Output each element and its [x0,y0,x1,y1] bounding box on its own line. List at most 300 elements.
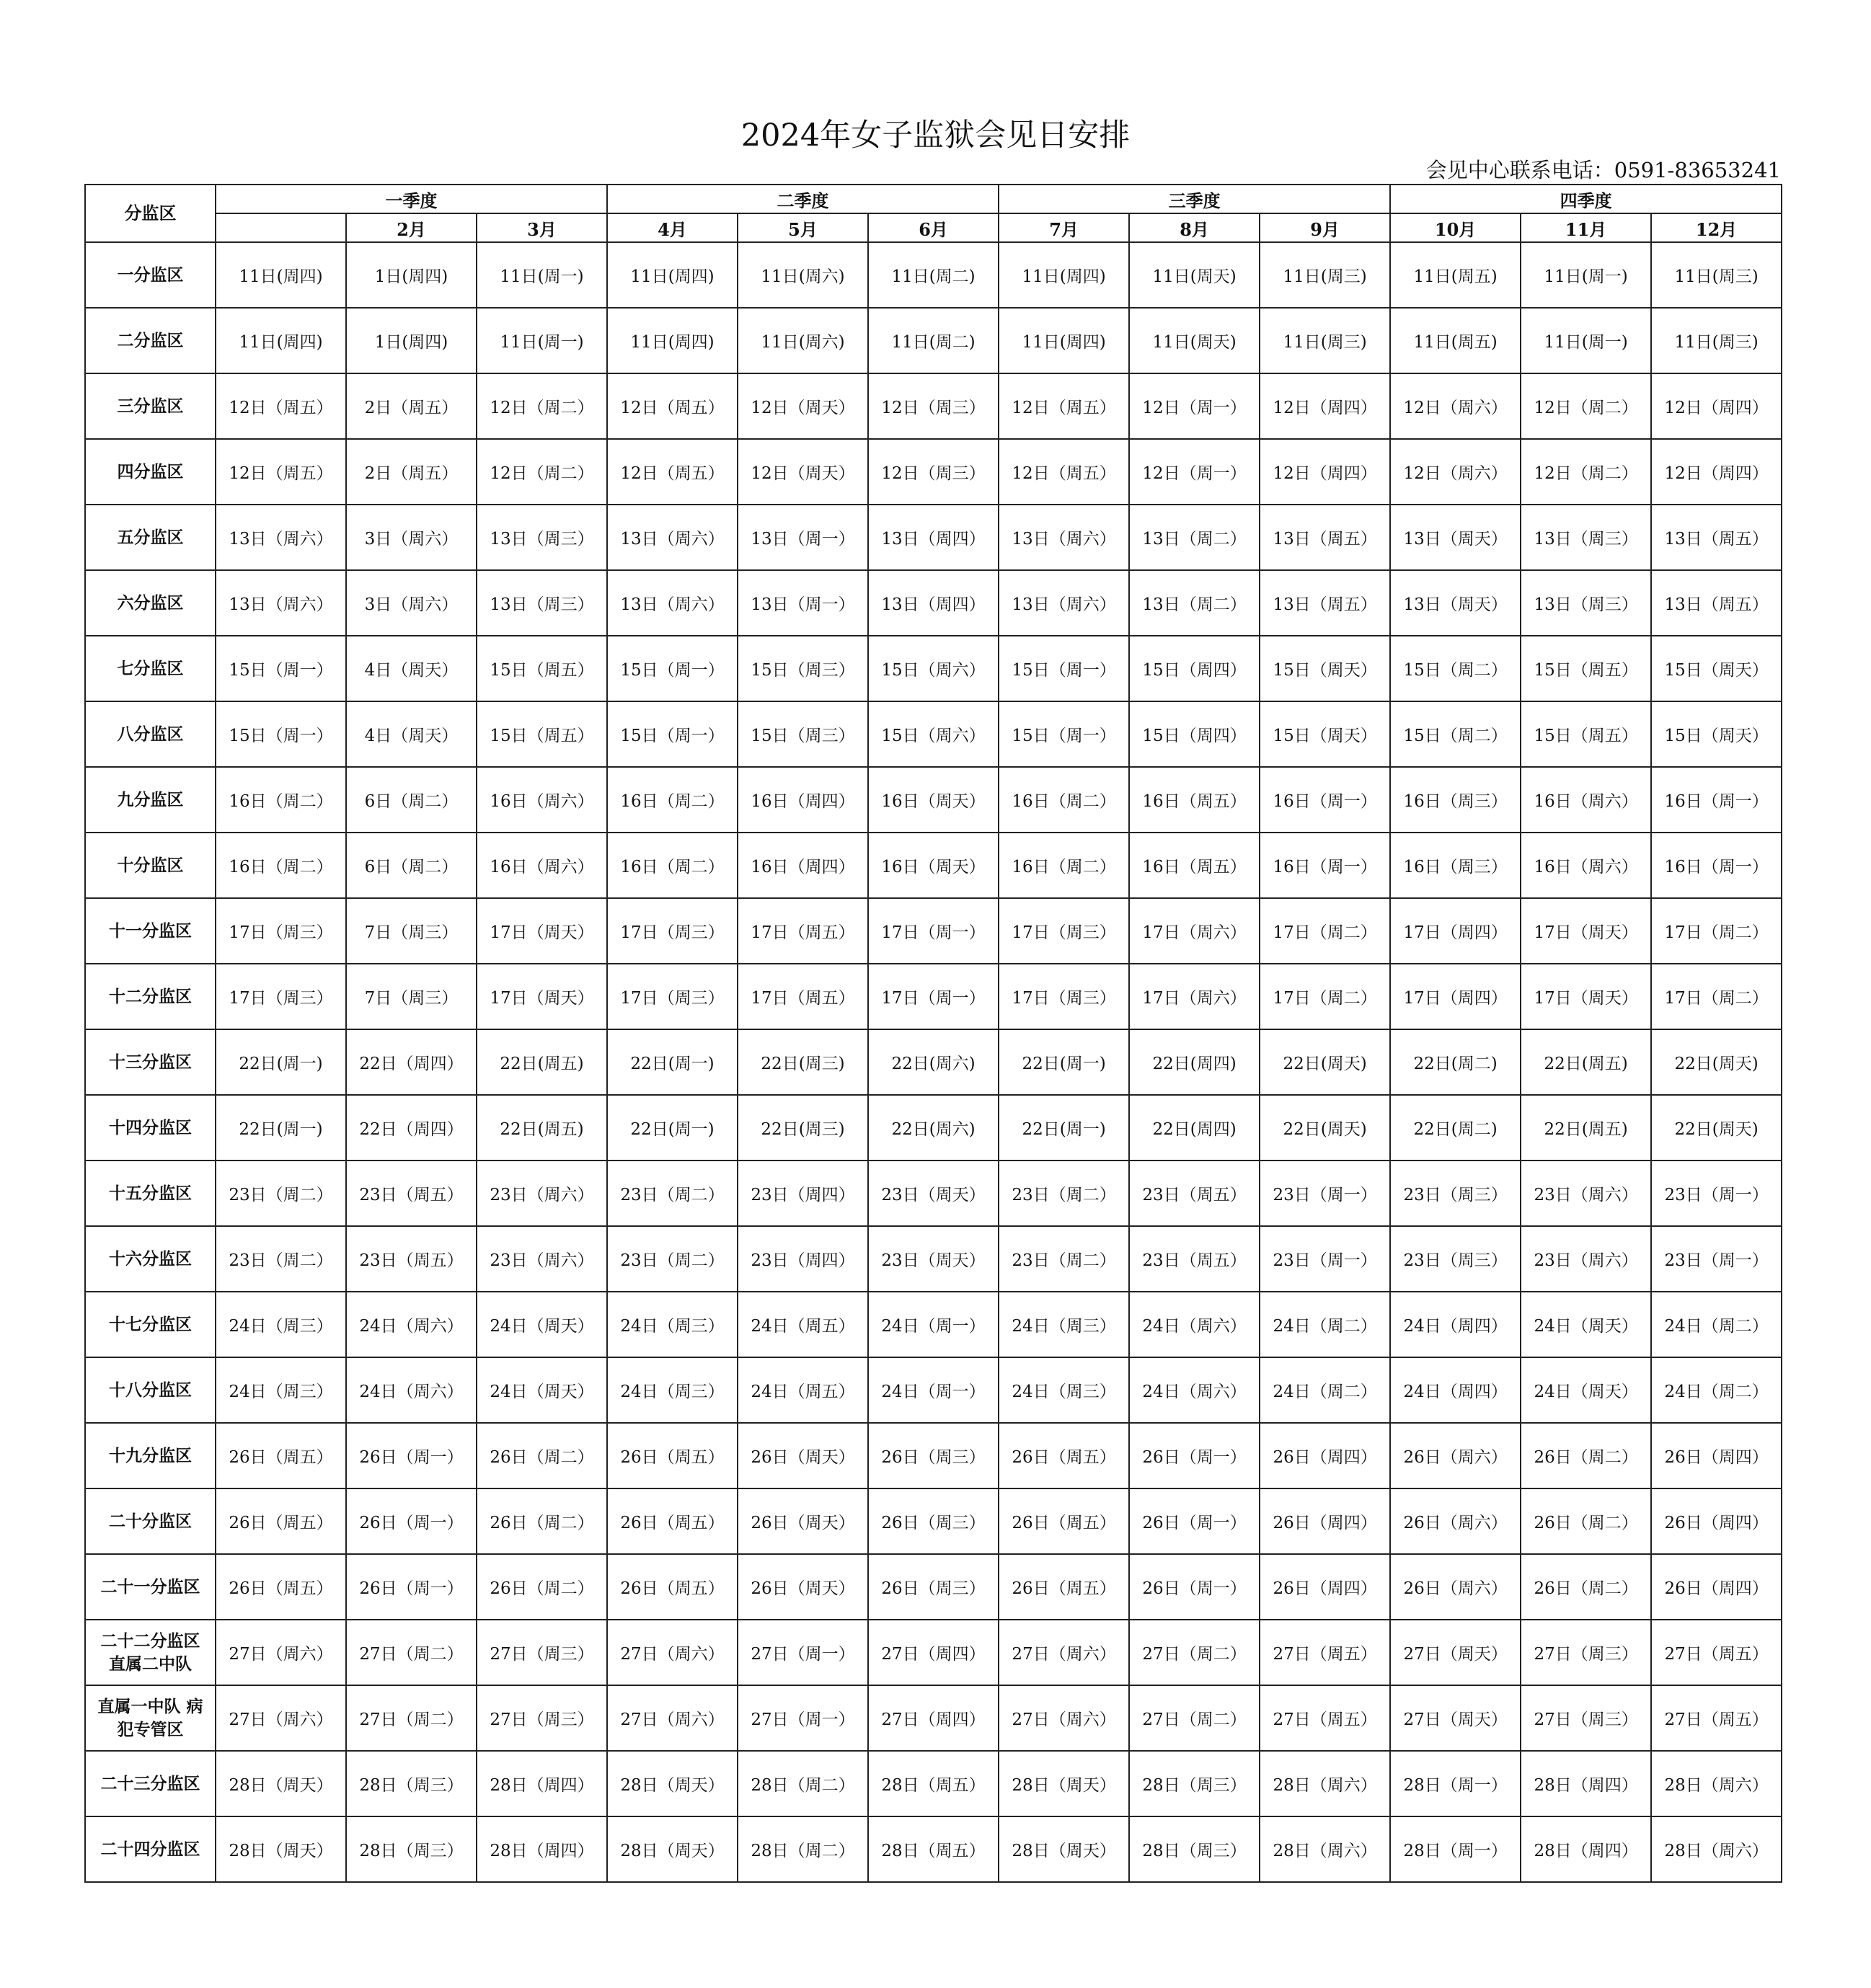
visit-day-cell: 16日（周一） [1651,767,1782,833]
visit-day-cell: 27日（周一） [738,1620,868,1685]
table-row [85,701,1782,767]
visit-day-cell: 15日（周三） [738,701,868,767]
visit-day-cell: 26日（周四） [1260,1423,1390,1488]
month-header: 5月 [738,213,868,242]
visit-day-cell: 23日（周五） [1129,1161,1260,1226]
table-row [85,964,1782,1029]
visit-day-cell: 23日（周六） [1521,1161,1651,1226]
visit-day-cell: 15日（周三） [738,636,868,701]
visit-day-cell: 12日（周三） [868,373,999,439]
visit-day-cell: 28日（周三） [1129,1751,1260,1816]
visit-day-cell: 11日(周一) [1521,308,1651,373]
visit-day-cell: 22日(周一) [216,1095,346,1161]
visit-day-cell: 15日（周一） [216,636,346,701]
visit-day-cell: 28日（周六） [1651,1816,1782,1882]
district-name [85,242,216,308]
visit-day-cell: 26日（周五） [607,1488,738,1554]
month-header: 9月 [1260,213,1390,242]
visit-day-cell: 24日（周二） [1260,1357,1390,1423]
visit-day-cell: 17日（周五） [738,964,868,1029]
visit-day-cell: 16日（周四） [738,767,868,833]
visit-day-cell: 13日（周二） [1129,570,1260,636]
visit-day-cell: 27日（周六） [999,1685,1129,1751]
district-name-line: 八分监区 [117,724,184,744]
visit-day-cell: 11日(周五) [1390,308,1521,373]
visit-day-cell: 22日(周一) [607,1095,738,1161]
district-name-line: 二十三分监区 [100,1774,200,1793]
month-header: 12月 [1651,213,1782,242]
visit-day-cell: 26日（周二） [1521,1488,1651,1554]
visit-day-cell: 22日(周天) [1260,1095,1390,1161]
visit-day-cell: 13日（周三） [477,570,607,636]
month-header: 10月 [1390,213,1521,242]
district-name-line: 十八分监区 [109,1380,192,1400]
visit-day-cell: 27日（周五） [1260,1685,1390,1751]
visit-day-cell: 17日（周二） [1651,964,1782,1029]
visit-day-cell: 11日(周天) [1129,308,1260,373]
contact-label: 会见中心联系电话： [1425,158,1614,182]
visit-day-cell: 17日（周三） [607,964,738,1029]
visit-day-cell: 11日(周一) [477,308,607,373]
visit-day-cell: 17日（周三） [607,898,738,964]
visit-day-cell: 7日（周三） [346,964,477,1029]
visit-day-cell: 27日（周天） [1390,1685,1521,1751]
visit-day-cell: 22日(周四) [1129,1095,1260,1161]
visit-day-cell: 11日(周四) [216,308,346,373]
district-name [85,1620,216,1685]
visit-day-cell: 28日（周一） [1390,1816,1521,1882]
visit-day-cell: 26日（周四） [1651,1554,1782,1620]
district-name [85,1292,216,1357]
visit-day-cell: 15日（周一） [607,636,738,701]
district-name-line: 二十一分监区 [100,1577,200,1597]
visit-day-cell: 22日(周五) [477,1095,607,1161]
visit-day-cell: 15日（周六） [868,701,999,767]
visit-day-cell: 22日(周一) [999,1095,1129,1161]
visit-day-cell: 26日（周二） [477,1488,607,1554]
visit-day-cell: 24日（周三） [607,1292,738,1357]
visit-day-cell: 17日（周天） [1521,898,1651,964]
visit-day-cell: 15日（周四） [1129,636,1260,701]
visit-day-cell: 23日（周四） [738,1161,868,1226]
visit-day-cell: 26日（周五） [607,1423,738,1488]
visit-day-cell: 16日（周二） [999,833,1129,898]
visit-day-cell: 15日（周一） [216,701,346,767]
visit-day-cell: 24日（周天） [1521,1292,1651,1357]
visit-day-cell: 27日（周六） [216,1685,346,1751]
district-name [85,1751,216,1816]
visit-day-cell: 16日（周二） [607,833,738,898]
visit-day-cell: 11日(周四) [999,308,1129,373]
table-row [85,1685,1782,1751]
visit-day-cell: 17日（周三） [999,898,1129,964]
visit-day-cell: 17日（周天） [477,964,607,1029]
district-name-line: 五分监区 [117,528,184,547]
visit-day-cell: 28日（周五） [868,1751,999,1816]
visit-day-cell: 23日（周四） [738,1226,868,1292]
table-row [85,439,1782,505]
visit-day-cell: 12日（周五） [216,373,346,439]
visit-day-cell: 22日(周天) [1260,1029,1390,1095]
visit-day-cell: 26日（周二） [1521,1423,1651,1488]
visit-day-cell: 27日（周三） [1521,1685,1651,1751]
visit-day-cell: 26日（周二） [1521,1554,1651,1620]
visit-day-cell: 12日（周二） [477,373,607,439]
visit-day-cell: 24日（周六） [346,1357,477,1423]
visit-day-cell: 22日(周五) [1521,1095,1651,1161]
visit-day-cell: 12日（周天） [738,439,868,505]
contact-phone [1426,156,1781,185]
visit-day-cell: 12日（周五） [607,439,738,505]
visit-day-cell: 13日（周六） [999,505,1129,570]
table-row [85,898,1782,964]
visit-day-cell: 11日(周三) [1260,242,1390,308]
visit-day-cell: 16日（周二） [607,767,738,833]
visit-day-cell: 24日（周二） [1651,1357,1782,1423]
visit-day-cell: 22日(周一) [999,1029,1129,1095]
visit-day-cell: 26日（周一） [1129,1488,1260,1554]
visit-day-cell: 23日（周一） [1260,1161,1390,1226]
visit-day-cell: 24日（周六） [1129,1357,1260,1423]
visit-day-cell: 26日（周三） [868,1488,999,1554]
district-name-line: 十九分监区 [109,1446,192,1465]
district-name [85,373,216,439]
visit-day-cell: 16日（周五） [1129,767,1260,833]
visit-day-cell: 24日（周二） [1260,1292,1390,1357]
district-name-line: 二十四分监区 [100,1840,200,1859]
visit-day-cell: 26日（周四） [1260,1488,1390,1554]
visit-day-cell: 16日（周二） [216,833,346,898]
month-header: 7月 [999,213,1129,242]
visit-day-cell: 16日（周三） [1390,767,1521,833]
table-row [85,1161,1782,1226]
visit-day-cell: 15日（周二） [1390,636,1521,701]
visit-day-cell: 28日（周四） [477,1751,607,1816]
visit-day-cell: 27日（周二） [346,1685,477,1751]
visit-day-cell: 26日（周六） [1390,1423,1521,1488]
visit-day-cell: 11日(周四) [216,242,346,308]
visit-day-cell: 16日（周六） [1521,833,1651,898]
visit-day-cell: 6日（周二） [346,767,477,833]
visit-day-cell: 23日（周六） [477,1226,607,1292]
visit-day-cell: 13日（周三） [477,505,607,570]
visit-day-cell: 24日（周一） [868,1292,999,1357]
quarter-header: 三季度 [999,185,1390,213]
visit-day-cell: 15日（周一） [607,701,738,767]
visit-day-cell: 13日（周五） [1651,570,1782,636]
visit-day-cell: 12日（周三） [868,439,999,505]
month-header: 3月 [477,213,607,242]
visit-day-cell: 15日（周二） [1390,701,1521,767]
visit-day-cell: 27日（周三） [477,1685,607,1751]
visit-day-cell: 28日（周四） [1521,1751,1651,1816]
visit-day-cell: 15日（周一） [999,701,1129,767]
table-row [85,308,1782,373]
district-name [85,505,216,570]
visit-day-cell: 26日（周五） [216,1554,346,1620]
visit-day-cell: 22日(周天) [1651,1095,1782,1161]
visit-day-cell: 22日(周二) [1390,1095,1521,1161]
visit-day-cell: 11日(周三) [1651,242,1782,308]
visit-day-cell: 26日（周一） [1129,1423,1260,1488]
visit-day-cell: 7日（周三） [346,898,477,964]
table-row [85,1816,1782,1882]
visit-day-cell: 26日（周二） [477,1423,607,1488]
table-row [85,636,1782,701]
visit-day-cell: 15日（周天） [1651,701,1782,767]
visit-day-cell: 23日（周二） [999,1226,1129,1292]
district-name [85,701,216,767]
table-row [85,1226,1782,1292]
visit-day-cell: 23日（周二） [607,1226,738,1292]
visit-day-cell: 16日（周天） [868,833,999,898]
district-name [85,898,216,964]
visit-day-cell: 26日（周五） [999,1488,1129,1554]
district-name [85,1029,216,1095]
visit-day-cell: 2日（周五） [346,439,477,505]
visit-day-cell: 13日（周四） [868,505,999,570]
district-name-line: 直属一中队 病 [97,1697,203,1716]
visit-day-cell: 27日（周四） [868,1685,999,1751]
district-name [85,833,216,898]
table-row [85,373,1782,439]
visit-day-cell: 12日（周四） [1651,373,1782,439]
visit-day-cell: 23日（周三） [1390,1226,1521,1292]
visit-day-cell: 28日（周二） [738,1751,868,1816]
visit-day-cell: 15日（周五） [1521,636,1651,701]
visit-day-cell: 22日(周四) [1129,1029,1260,1095]
visit-day-cell: 17日（周天） [1521,964,1651,1029]
visit-day-cell: 28日（周六） [1260,1751,1390,1816]
visit-day-cell: 27日（周五） [1651,1685,1782,1751]
visit-day-cell: 17日（周六） [1129,964,1260,1029]
visit-day-cell: 22日(周二) [1390,1029,1521,1095]
table-row [85,767,1782,833]
table-row [85,1554,1782,1620]
district-name [85,1226,216,1292]
month-header-row [85,213,1782,242]
visit-day-cell: 11日(周一) [477,242,607,308]
visit-day-cell: 16日（周天） [868,767,999,833]
visit-day-cell: 13日（周四） [868,570,999,636]
visit-day-cell: 28日（周六） [1260,1816,1390,1882]
visit-day-cell: 26日（周一） [346,1488,477,1554]
visit-day-cell: 24日（周三） [607,1357,738,1423]
visit-day-cell: 15日（周天） [1260,636,1390,701]
visit-day-cell: 28日（周五） [868,1816,999,1882]
visit-day-cell: 12日（周四） [1260,373,1390,439]
visit-day-cell: 22日(周六) [868,1095,999,1161]
table-body [85,185,1782,1882]
district-name-line: 二分监区 [117,331,184,350]
visit-day-cell: 11日(周四) [607,242,738,308]
visit-day-cell: 26日（周天） [738,1554,868,1620]
district-name-line: 九分监区 [117,790,184,809]
district-name [85,1095,216,1161]
table-row [85,1423,1782,1488]
month-header: 4月 [607,213,738,242]
visit-day-cell: 28日（周一） [1390,1751,1521,1816]
visit-day-cell: 24日（周四） [1390,1292,1521,1357]
visit-day-cell: 24日（周三） [999,1292,1129,1357]
district-name [85,570,216,636]
quarter-header-row [85,185,1782,213]
visit-day-cell: 28日（周三） [346,1816,477,1882]
visit-day-cell: 24日（周六） [1129,1292,1260,1357]
table-row [85,1357,1782,1423]
district-name [85,1816,216,1882]
visit-day-cell: 23日（周二） [216,1161,346,1226]
visit-day-cell: 26日（周三） [868,1554,999,1620]
district-name-line: 十四分监区 [109,1118,192,1137]
visit-day-cell: 23日（周天） [868,1226,999,1292]
table-row [85,1292,1782,1357]
visit-day-cell: 12日（周六） [1390,439,1521,505]
visit-day-cell: 16日（周二） [216,767,346,833]
visit-day-cell: 16日（周二） [999,767,1129,833]
visit-day-cell: 28日（周天） [999,1816,1129,1882]
page-title: 2024年女子监狱会见日安排 [740,117,1131,154]
visit-day-cell: 11日(周三) [1260,308,1390,373]
visit-day-cell: 24日（周二） [1651,1292,1782,1357]
table-row [85,242,1782,308]
visit-day-cell: 26日（周五） [216,1488,346,1554]
visit-day-cell: 27日（周二） [346,1620,477,1685]
visit-day-cell: 12日（周二） [477,439,607,505]
visit-day-cell: 17日（周四） [1390,964,1521,1029]
visit-day-cell: 12日（周五） [999,439,1129,505]
district-name [85,308,216,373]
visit-day-cell: 17日（周四） [1390,898,1521,964]
quarter-header: 二季度 [607,185,999,213]
district-name [85,767,216,833]
visit-day-cell: 28日（周天） [216,1816,346,1882]
visit-day-cell: 27日（周二） [1129,1620,1260,1685]
visit-day-cell: 22日(周一) [607,1029,738,1095]
visit-day-cell: 11日(周二) [868,242,999,308]
visit-day-cell: 11日(周一) [1521,242,1651,308]
visit-day-cell: 13日（周一） [738,505,868,570]
visit-day-cell: 22日(周三) [738,1095,868,1161]
visit-day-cell: 22日(周六) [868,1029,999,1095]
table-row [85,505,1782,570]
visit-day-cell: 17日（周二） [1260,964,1390,1029]
visit-day-cell: 16日（周一） [1260,833,1390,898]
visit-day-cell: 23日（周三） [1390,1161,1521,1226]
visit-day-cell: 23日（周六） [1521,1226,1651,1292]
visit-day-cell: 26日（周天） [738,1488,868,1554]
visit-day-cell: 27日（周五） [1260,1620,1390,1685]
visit-day-cell: 15日（周五） [477,636,607,701]
visit-day-cell: 17日（周二） [1260,898,1390,964]
visit-day-cell: 15日（周天） [1260,701,1390,767]
visit-day-cell: 28日（周四） [1521,1816,1651,1882]
visit-day-cell: 24日（周六） [346,1292,477,1357]
visit-day-cell: 13日（周五） [1260,570,1390,636]
visit-day-cell: 17日（周三） [216,898,346,964]
visit-day-cell: 4日（周天） [346,636,477,701]
month-header: 11月 [1521,213,1651,242]
district-name-line: 六分监区 [117,593,184,613]
visit-day-cell: 12日（周四） [1651,439,1782,505]
district-name [85,636,216,701]
district-name-line: 十六分监区 [109,1249,192,1269]
visit-day-cell: 13日（周三） [1521,570,1651,636]
visit-day-cell: 22日（周四） [346,1095,477,1161]
district-column-header: 分监区 [85,185,216,242]
visit-day-cell: 22日(周五) [477,1029,607,1095]
visit-day-cell: 13日（周五） [1651,505,1782,570]
table-row [85,1751,1782,1816]
district-name-line: 犯专管区 [117,1720,184,1739]
visit-day-cell: 11日(周天) [1129,242,1260,308]
visit-day-cell: 13日（周五） [1260,505,1390,570]
visit-day-cell: 13日（周二） [1129,505,1260,570]
visit-day-cell: 24日（周三） [216,1292,346,1357]
visit-day-cell: 12日（周六） [1390,373,1521,439]
quarter-header: 四季度 [1390,185,1782,213]
visit-day-cell: 26日（周五） [999,1423,1129,1488]
visit-day-cell: 11日(周三) [1651,308,1782,373]
visit-day-cell: 16日（周六） [1521,767,1651,833]
quarter-header: 一季度 [216,185,607,213]
visit-day-cell: 24日（周三） [216,1357,346,1423]
visit-day-cell: 26日（周二） [477,1554,607,1620]
visit-day-cell: 28日（周天） [607,1751,738,1816]
visit-day-cell: 13日（周三） [1521,505,1651,570]
visit-day-cell: 1日(周四) [346,308,477,373]
visit-day-cell: 26日（周六） [1390,1554,1521,1620]
month-header: 8月 [1129,213,1260,242]
district-name-line: 十三分监区 [109,1052,192,1072]
visit-day-cell: 26日（周四） [1651,1423,1782,1488]
visit-day-cell: 27日（周六） [999,1620,1129,1685]
visit-day-cell: 13日（周天） [1390,505,1521,570]
visit-day-cell: 28日（周天） [999,1751,1129,1816]
district-name-line: 二十分监区 [109,1512,192,1531]
visit-day-cell: 23日（周一） [1651,1226,1782,1292]
visit-day-cell: 3日（周六） [346,570,477,636]
visit-day-cell: 27日（周六） [607,1620,738,1685]
visit-day-cell: 24日（周天） [1521,1357,1651,1423]
visit-day-cell: 15日（周六） [868,636,999,701]
visit-day-cell: 17日（周三） [999,964,1129,1029]
visit-day-cell: 26日（周一） [1129,1554,1260,1620]
visit-day-cell: 28日（周天） [216,1751,346,1816]
visit-day-cell: 23日（周天） [868,1161,999,1226]
visit-day-cell: 23日（周五） [346,1226,477,1292]
visit-day-cell: 13日（周六） [607,505,738,570]
district-name-line: 一分监区 [117,265,184,285]
table-row [85,1488,1782,1554]
visit-day-cell: 23日（周五） [1129,1226,1260,1292]
visit-day-cell: 12日（周一） [1129,439,1260,505]
visit-day-cell: 22日(周三) [738,1029,868,1095]
visit-day-cell: 15日（周五） [1521,701,1651,767]
visit-day-cell: 22日(周一) [216,1029,346,1095]
visit-day-cell: 24日（周天） [477,1357,607,1423]
visit-day-cell: 28日（周四） [477,1816,607,1882]
district-name [85,1685,216,1751]
visit-day-cell: 28日（周六） [1651,1751,1782,1816]
visit-day-cell: 27日（周三） [1521,1620,1651,1685]
visit-day-cell: 26日（周三） [868,1423,999,1488]
visit-day-cell: 27日（周五） [1651,1620,1782,1685]
district-name-line: 二十二分监区 [100,1631,200,1651]
table-row [85,570,1782,636]
visit-day-cell: 26日（周四） [1260,1554,1390,1620]
district-name [85,1488,216,1554]
